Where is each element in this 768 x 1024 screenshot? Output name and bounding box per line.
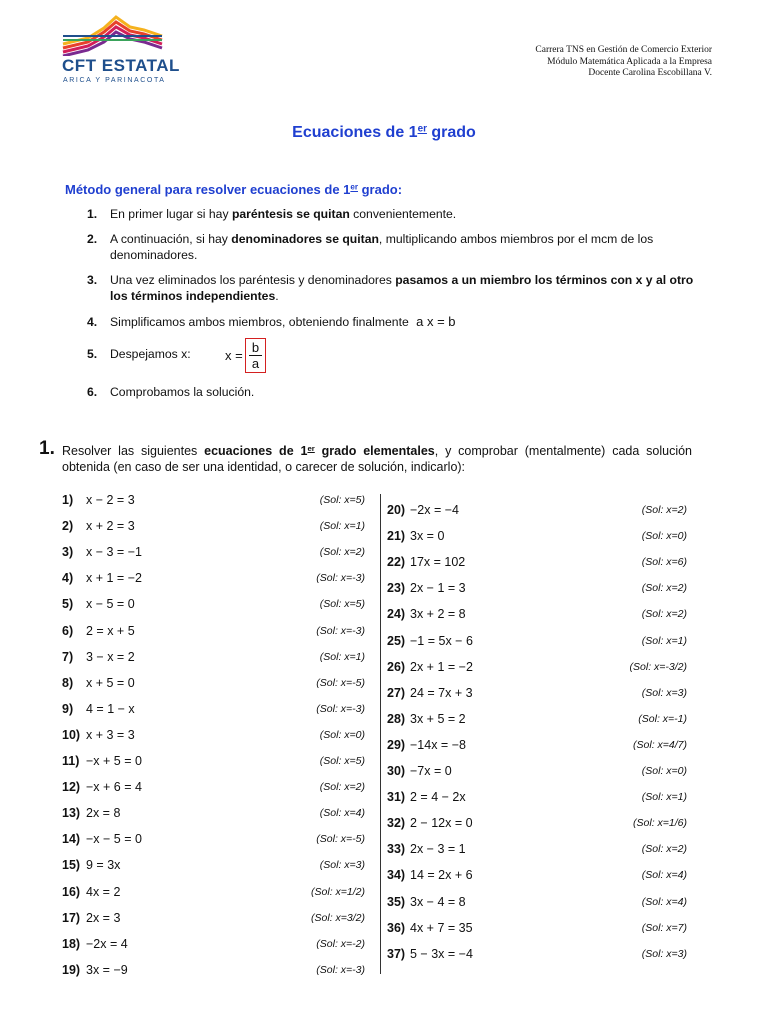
exercise-solution: (Sol: x=-3) [316, 572, 365, 585]
exercise-item-number: 14) [62, 832, 81, 847]
exercise-item-number: 25) [387, 633, 406, 648]
logo-name: CFT ESTATAL [62, 56, 180, 75]
exercise-solution: (Sol: x=-2) [316, 937, 365, 950]
exercise-equation: 2 − 12x = 0 [410, 816, 473, 831]
exercise-item-number: 1) [62, 493, 74, 507]
exercise-equation: 9 = 3x [86, 858, 121, 873]
exercise-equation: 3x + 5 = 2 [410, 711, 466, 726]
exercise-equation: 2x = 3 [86, 910, 121, 925]
exercise-solution: (Sol: x=1) [641, 634, 687, 647]
exercise-equation: x − 2 = 3 [86, 493, 135, 507]
exercise-solution: (Sol: x=1/2) [311, 885, 365, 898]
exercise-item-number: 2) [62, 519, 74, 534]
exercise-item-number: 13) [62, 806, 81, 821]
exercise-item-number: 21) [387, 529, 406, 544]
exercise-item-number: 31) [387, 790, 406, 805]
exercise-solution: (Sol: x=0) [641, 765, 687, 777]
exercise-solution: (Sol: x=7) [641, 921, 687, 934]
exercise-solution: (Sol: x=0) [319, 728, 365, 741]
exercise-equation: −x − 5 = 0 [86, 832, 142, 847]
exercise-solution: (Sol: x=1) [319, 520, 365, 533]
exercise-item-number: 11) [62, 754, 80, 768]
exercise-item-number: 37) [387, 946, 406, 961]
exercise-solution: (Sol: x=4) [319, 807, 365, 820]
step-5: 5. Despejamos x: x = b a [87, 346, 707, 376]
logo-subtitle: ARICA Y PARINACOTA [63, 77, 166, 84]
step-3: 3. Una vez eliminados los paréntesis y denominadores pasamos a un miembro los términos con x y al otro los términos independientes. [87, 273, 694, 303]
step-2: 2. A continuación, si hay denominadores se quitan, multiplicando ambos miembros por el mcm de los denominadores. [87, 232, 654, 262]
exercise-solution: (Sol: x=3) [641, 947, 687, 960]
exercise-solution: (Sol: x=2) [641, 843, 687, 856]
exercise-item-number: 27) [387, 685, 406, 700]
exercise-item-number: 18) [62, 936, 81, 951]
exercise-equation: −2x = 4 [86, 936, 128, 951]
exercise-solution: (Sol: x=5) [319, 755, 365, 767]
exercise-solution: (Sol: x=2) [641, 504, 687, 516]
exercise-solution: (Sol: x=-5) [316, 833, 365, 846]
exercise-equation: x + 5 = 0 [86, 675, 135, 690]
exercise-solution: (Sol: x=-3) [316, 702, 365, 715]
step-4: 4. Simplificamos ambos miembros, obteniendo finalmente a x = b [87, 314, 456, 329]
exercise-equation: 2 = x + 5 [86, 623, 135, 638]
exercise-solution: (Sol: x=2) [319, 546, 365, 559]
exercise-item-number: 12) [62, 780, 81, 795]
fraction-box: b a [245, 338, 266, 373]
exercise-equation: 3x − 4 = 8 [410, 894, 466, 909]
exercise-equation: −x + 6 = 4 [86, 780, 142, 795]
exercise-solution: (Sol: x=1) [319, 650, 365, 663]
exercise-item-number: 20) [387, 503, 406, 517]
exercise-equation: −2x = −4 [410, 503, 459, 517]
exercise-item-number: 30) [387, 764, 406, 778]
exercise-item-number: 5) [62, 597, 74, 612]
exercise-item-number: 10) [62, 727, 81, 742]
column-divider [380, 494, 381, 974]
exercise-number: 1. [39, 438, 55, 459]
exercise-equation: 4x = 2 [86, 884, 121, 899]
exercise-item-number: 29) [387, 737, 406, 752]
exercise-solution: (Sol: x=-1) [638, 712, 687, 725]
exercise-item-number: 33) [387, 842, 406, 857]
exercise-equation: 5 − 3x = −4 [410, 946, 473, 961]
course-line-career: Carrera TNS en Gestión de Comercio Exterior [535, 45, 712, 55]
exercise-item-number: 36) [387, 920, 406, 935]
exercise-solution: (Sol: x=2) [641, 582, 687, 595]
exercise-equation: −7x = 0 [410, 764, 452, 778]
exercise-solution: (Sol: x=2) [319, 781, 365, 794]
exercise-equation: 3x = −9 [86, 962, 128, 977]
exercise-item-number: 23) [387, 581, 406, 596]
exercise-item-number: 3) [62, 545, 74, 560]
exercise-equation: 3 − x = 2 [86, 649, 135, 664]
exercise-equation: 14 = 2x + 6 [410, 868, 473, 883]
exercise-solution: (Sol: x=5) [319, 494, 365, 506]
page-title: Ecuaciones de 1er grado [292, 123, 476, 141]
exercise-item-number: 22) [387, 555, 406, 570]
exercise-solution: (Sol: x=-3) [316, 963, 365, 976]
exercise-equation: 17x = 102 [410, 555, 466, 570]
exercise-equation: x + 1 = −2 [86, 571, 142, 586]
exercise-item-number: 24) [387, 607, 406, 622]
exercise-solution: (Sol: x=1/6) [633, 817, 687, 830]
exercise-instructions: Resolver las siguientes ecuaciones de 1er grado elementales, y comprobar (mentalmente) cada solución obtenida (en caso de ser una identidad, o carecer de solución, indicarlo): [62, 443, 693, 474]
exercise-equation: x + 3 = 3 [86, 727, 135, 742]
exercise-equation: 2x − 3 = 1 [410, 842, 466, 857]
exercise-item-number: 17) [62, 910, 81, 925]
exercise-item-number: 26) [387, 659, 406, 674]
exercise-item-number: 6) [62, 623, 74, 638]
course-line-teacher: Docente Carolina Escobillana V. [588, 68, 712, 78]
exercise-solution: (Sol: x=4/7) [633, 738, 687, 751]
exercise-equation: 4 = 1 − x [86, 701, 135, 716]
exercise-equation: −x + 5 = 0 [86, 754, 142, 768]
course-line-module: Módulo Matemática Aplicada a la Empresa [547, 56, 712, 67]
exercise-solution: (Sol: x=-3/2) [629, 660, 687, 673]
exercise-item-number: 32) [387, 816, 406, 831]
exercise-solution: (Sol: x=-3) [316, 624, 365, 637]
exercise-solution: (Sol: x=-5) [316, 676, 365, 689]
exercise-solution: (Sol: x=3/2) [311, 911, 365, 924]
exercise-solution: (Sol: x=2) [641, 608, 687, 621]
exercise-equation: −14x = −8 [410, 737, 466, 752]
exercise-equation: 24 = 7x + 3 [410, 685, 473, 700]
equation-ax-b: a x = b [416, 314, 456, 329]
exercise-equation: 2x − 1 = 3 [410, 581, 466, 596]
course-info [535, 45, 712, 80]
step-6: 6. Comprobamos la solución. [87, 385, 255, 399]
exercise-item-number: 35) [387, 894, 406, 909]
exercise-solution: (Sol: x=0) [641, 530, 687, 543]
exercise-item-number: 34) [387, 868, 406, 883]
method-title: Método general para resolver ecuaciones de 1er grado: [65, 182, 403, 197]
exercise-equation: 2 = 4 − 2x [410, 790, 466, 805]
exercise-item-number: 4) [62, 571, 74, 586]
exercise-item-number: 16) [62, 884, 81, 899]
exercise-item-number: 28) [387, 711, 406, 726]
exercise-equation: 2x = 8 [86, 806, 121, 821]
step-1: 1. En primer lugar si hay paréntesis se quitan convenientemente. [87, 207, 457, 221]
mountain-logo-icon [60, 14, 165, 56]
exercise-equation: 2x + 1 = −2 [410, 659, 473, 674]
exercise-solution: (Sol: x=4) [641, 895, 687, 908]
exercise-item-number: 19) [62, 962, 81, 977]
exercise-equation: 3x = 0 [410, 529, 445, 544]
exercise-item-number: 15) [62, 858, 81, 873]
exercise-solution: (Sol: x=3) [319, 859, 365, 872]
exercise-equation: −1 = 5x − 6 [410, 633, 473, 648]
exercise-item-number: 7) [62, 649, 74, 664]
exercise-solution: (Sol: x=6) [641, 556, 687, 569]
exercise-solution: (Sol: x=1) [641, 791, 687, 804]
exercise-solution: (Sol: x=4) [641, 869, 687, 882]
exercise-equation: 4x + 7 = 35 [410, 920, 473, 935]
exercise-item-number: 9) [62, 701, 74, 716]
cft-logo [60, 14, 180, 86]
exercise-equation: x − 3 = −1 [86, 545, 142, 560]
exercise-solution: (Sol: x=5) [319, 598, 365, 611]
exercise-item-number: 8) [62, 675, 74, 690]
exercise-equation: 3x + 2 = 8 [410, 607, 466, 622]
exercise-equation: x − 5 = 0 [86, 597, 135, 612]
exercise-solution: (Sol: x=3) [641, 686, 687, 699]
exercise-equation: x + 2 = 3 [86, 519, 135, 534]
